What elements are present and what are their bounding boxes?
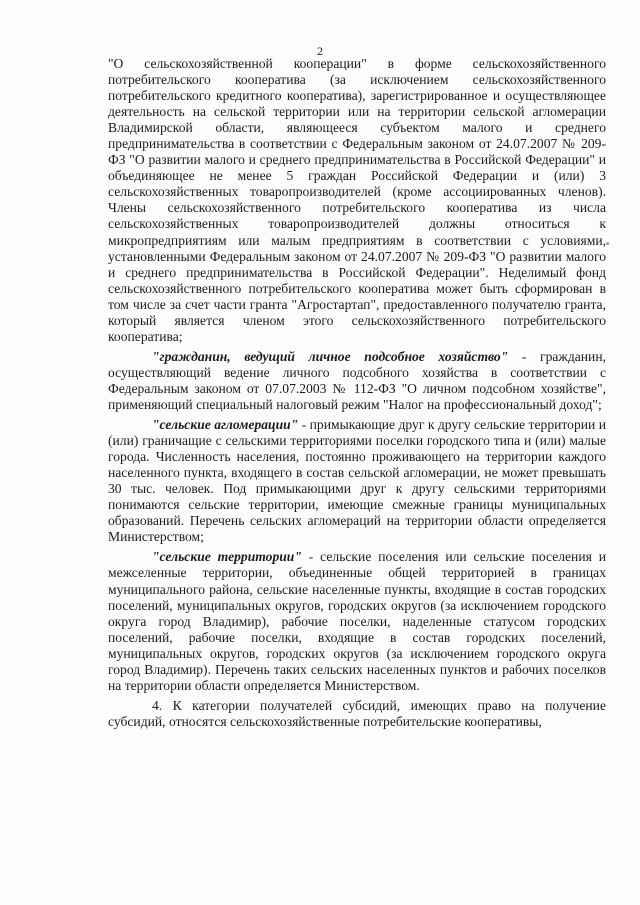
paragraph-text: - сельские поселения или сельские поселения и межселенные территории, объединенные общей территорией в границах муниципального района, сельские населенные пункты, входящие в состав городских поселений, муниципальных округов, городских округов (за исключением городского округа город Владимир), рабочие поселки, наделенные статусом городских поселений, рабочие поселки, входящие в состав городских поселений, муниципальных округов, городских округов (за исключением городского округа город Владимир). Перечень таких сельских населенных пунктов и рабочих поселков на территории области определяется Министерством. [108,549,606,693]
document-body [108,56,606,730]
scan-speck [606,242,609,245]
paragraph-text: "О сельскохозяйственной кооперации" в форме сельскохозяйственного потребительского кооператива (за исключением сельскохозяйственного потребительского кредитного кооператива), зарегистрированное и осуществляющее деятельность на сельской территории или на территории сельской агломерации Владимирской области, являющееся субъектом малого и среднего предпринимательства в соответствии с Федеральным законом от 24.07.2007 № 209-ФЗ "О развитии малого и среднего предпринимательства в Российской Федерации" и объединяющее не менее 5 граждан Российской Федерации и (или) 3 сельскохозяйственных товаропроизводителей (кроме ассоциированных членов). Члены сельскохозяйственного потребительского кооператива из числа сельскохозяйственных товаропроизводителей должны относиться к микропредприятиям или малым предприятиям в соответствии с условиями, установленными Федеральным законом от 24.07.2007 № 209-ФЗ "О развитии малого и среднего предпринимательства в Российской Федерации". Неделимый фонд сельскохозяйственного потребительского кооператива может быть сформирован в том числе за счет части гранта "Агростартап", предоставленного получателю гранта, который является членом этого сельскохозяйственного потребительского кооператива; [108,56,606,344]
paragraph-cooperative-definition [108,56,606,345]
paragraph-text: 4. К категории получателей субсидий, имеющих право на получение субсидий, относятся сельскохозяйственные потребительские кооперативы, [108,697,606,729]
paragraph-citizen-household [108,349,606,413]
paragraph-rural-territories [108,549,606,693]
paragraph-rural-agglomerations [108,417,606,545]
paragraph-item-4 [108,698,606,730]
paragraph-text: - примыкающие друг к другу сельские территории и (или) граничащие с сельскими территориями поселки городского типа и (или) малые города. Численность населения, постоянно проживающего на территории каждого населенного пункта, входящего в состав сельской агломерации, не может превышать 30 тыс. человек. Под примыкающими друг к другу сельскими территориями понимаются сельские территории, имеющие смежные границы муниципальных образований. Перечень сельских агломераций на территории области определяется Министерством; [108,417,606,545]
paragraph-text: - гражданин, осуществляющий ведение личного подсобного хозяйства в соответствии с Федеральным законом от 07.07.2003 № 112-ФЗ "О личном подсобном хозяйстве", применяющий специальный налоговый режим "Налог на профессиональный доход"; [108,348,606,412]
defined-term: "сельские агломерации" [152,417,299,433]
page-number: 2 [317,44,323,58]
defined-term: "гражданин, ведущий личное подсобное хозяйство" [152,348,509,364]
defined-term: "сельские территории" [152,549,302,565]
